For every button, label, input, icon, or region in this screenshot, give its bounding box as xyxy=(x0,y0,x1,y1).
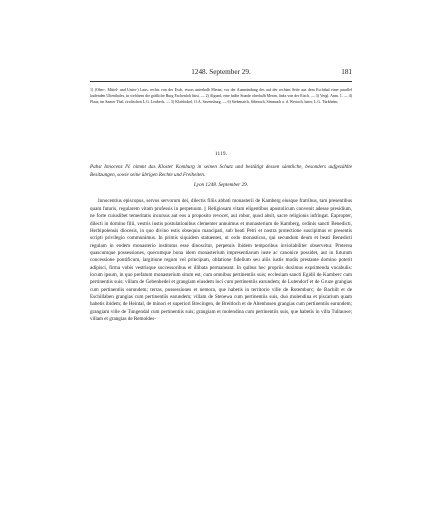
document-number: 1119. xyxy=(214,151,228,158)
document-dateline: Lyon 1248. September 29. xyxy=(193,182,249,189)
footnote-block: 1) (Ober-, Mittel- und Unter-) Laus, rechts von der Esch, etwas unterhalb Meran, vor der Ausmündung des auf der rechten Seite aus dem Eschthal einer parallel laufenden Ultenthales, in welchem die gräfliche Burg Eschenloh lässt. — 2) Algund, eine halbe Stunde oberhalb Meran, links von der Etsch. — 3) Vergl. Anm. 1. — 4) Flaas, im Sarner Thal, tirolischen L.G. Leubeck. — 5) Klaisbobel, O.A. Savensburg. — 6) Siebenaich, Sibesach, Simmach a. d. Wertach, baier, L.G. Türkheim. xyxy=(90,88,352,105)
document-text: Innocentius episcopus, servus servorum dei, dilectis filiis abbati monasterii de Kamberg eiusque fratribus, tam presentibus quam futuris, regularem vitam professis in perpetuum. || Religiosam vitam eligentibus apostolicum convenit adesse presidium, ne forte cuiuslibet temeritatis incursus aut eos a proposito revocet, aut robur, quod absit, sacre religionis infringat. Eapropter, dilecti in domino filii, vestris iustis postulationibus clementer annuimus et monasterium de Kamberg, ordinis sancti Benedicti, Herbipolensis diocesis, in quo divino estis obsequio mancipati, sub beati Petri et nostra protectione suscipimus et presentis scripti privilegio communimus. In primis siquidem statuentes, ut ordo monasticus, qui secundum deum et beati Benedicti regulam in eodem monasterio institutus esse dinoscitur, perpetuis ibidem temporibus inviolabiliter observetur. Preterea quascumque possessiones, quecumque bona idem monasterium impresentiarum iuste ac canonice possidet, aut in futurum concessione pontificum, largitione regum vel principum, oblatione fidelium seu aliis iustis modis prestante domino poterit adipisci, firma vobis vestrisque successoribus et illibata permaneant. In quibus hec propriis duximus exprimenda vocabulis: locum ipsum, in quo prefatum monasterium situm est, cum omnibus pertinentiis suis; ecclesiam sancti Egidii de Kamberc cum pertinentiis suis; villam de Gebenhedel et grangiam eiusdem loci cum pertinentiis earundem; de Lutendorf et de Gruze grangias cum pertinentiis earundem; terras, possessiones et nemora, que habetis in territorio ville de Rotemburc; de Bachilt et de Eschillaben grangias cum pertinentiis earundem; villam de Stenewa cum pertinentiis suis, duo molendina et piscarium quam habetis ibidem; de Heintal, de minori et superiori Brecingen, de Breitloch et de Altenhusen grangias cum pertinentiis earundem; grangiam ville de Tungendal cum pertinentiis suis; grangiam et molendina cum pertinentiis suis, que habetis in villa Tullauwe; villam et grangias de Remoldes- xyxy=(90,198,352,322)
footnotes xyxy=(90,87,352,105)
book-page xyxy=(90,68,352,323)
document-regest: Pabst Innocenz IV. nimmt das Kloster Komburg in seinen Schutz und bestätigt dessen sämtliche, besonders aufgezählte Besitzungen, sowie seine übrigen Rechte und Freiheiten. xyxy=(90,164,352,178)
running-head xyxy=(90,68,352,80)
header-rule xyxy=(90,81,352,82)
page-number: 181 xyxy=(341,68,352,76)
running-head-date: 1248. September 29. xyxy=(191,68,251,76)
